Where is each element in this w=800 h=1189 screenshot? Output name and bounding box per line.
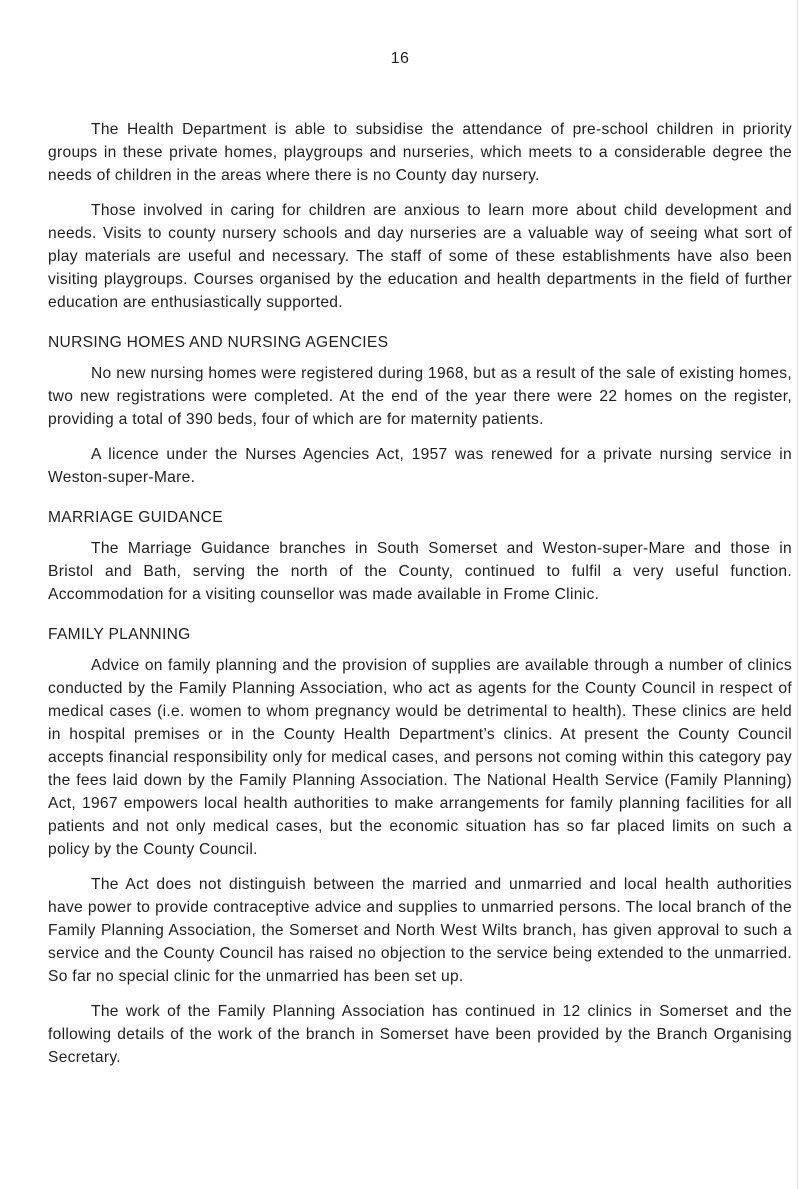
paragraph-nurses-agencies: A licence under the Nurses Agencies Act, 1957 was renewed for a private nursing service in Weston-super-Mare. bbox=[48, 446, 792, 486]
paragraph-nursing-homes: No new nursing homes were registered during 1968, but as a result of the sale of existing homes, two new registrations were completed. At the end of the year there were 22 homes on the register, providing a total of 390 beds, four of which are for maternity patients. bbox=[48, 365, 792, 428]
page-content bbox=[48, 118, 792, 1081]
paragraph-family-planning-advice: Advice on family planning and the provision of supplies are available through a number of clinics conducted by the Family Planning Association, who act as agents for the County Council in respect of medical cases (i.e. women to whom pregnancy would be detrimental to health). These clinics are held in hospital premises or in the County Health Department’s clinics. At present the County Council accepts financial responsibility only for medical cases, and persons not coming within this category pay the fees laid down by the Family Planning Association. The National Health Service (Family Planning) Act, 1967 empowers local health authorities to make arrangements for family planning facilities for all patients and not only medical cases, but the economic situation has so far placed limits on such a policy by the County Council. bbox=[48, 657, 792, 858]
paragraph-family-planning-clinics: The work of the Family Planning Association has continued in 12 clinics in Somerset and the following details of the work of the branch in Somerset have been provided by the Branch Organising Secretary. bbox=[48, 1003, 792, 1066]
paragraph-family-planning-unmarried: The Act does not distinguish between the married and unmarried and local health authorities have power to provide contraceptive advice and supplies to unmarried persons. The local branch of the Family Planning Association, the Somerset and North West Wilts branch, has given approval to such a service and the County Council has raised no objection to the service being extended to the unmarried. So far no special clinic for the unmarried has been set up. bbox=[48, 876, 792, 985]
paragraph-marriage-guidance: The Marriage Guidance branches in South Somerset and Weston-super-Mare and those in Bristol and Bath, serving the north of the County, continued to fulfil a very useful function. Accommodation for a visiting counsellor was made available in Frome Clinic. bbox=[48, 540, 792, 603]
paragraph-subsidy: The Health Department is able to subsidise the attendance of pre-school children in priority groups in these private homes, playgroups and nurseries, which meets to a considerable degree the needs of children in the areas where there is no County day nursery. bbox=[48, 121, 792, 184]
page-edge-line bbox=[797, 0, 798, 1189]
heading-family-planning: FAMILY PLANNING bbox=[48, 626, 191, 643]
heading-nursing-homes: NURSING HOMES AND NURSING AGENCIES bbox=[48, 334, 389, 351]
heading-marriage-guidance: MARRIAGE GUIDANCE bbox=[48, 509, 223, 526]
paragraph-child-development: Those involved in caring for children are anxious to learn more about child development and needs. Visits to county nursery schools and day nurseries are a valuable way of seeing what sort of play materials are useful and necessary. The staff of some of these establishments have also been visiting playgroups. Courses organised by the education and health departments in the field of further education are enthusiastically supported. bbox=[48, 202, 792, 311]
page-number: 16 bbox=[390, 50, 410, 67]
